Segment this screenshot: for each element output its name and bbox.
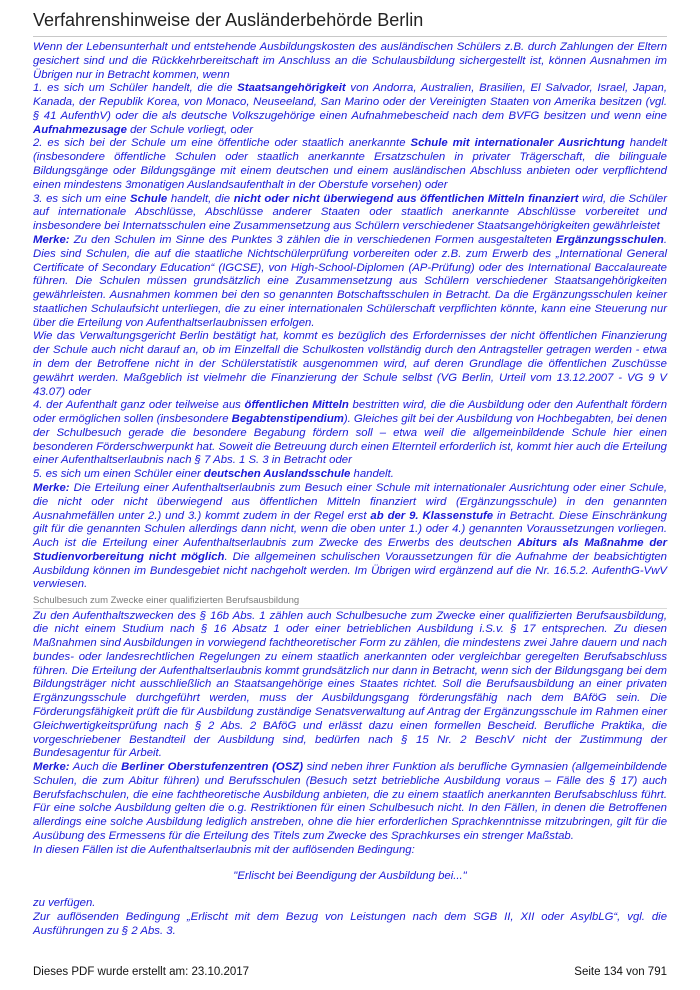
closing-paragraph: Zur auflösenden Bedingung „Erlischt mit dem Bezug von Leistungen nach dem SGB II, XII oder AsylbLG“, vgl. die Ausführungen zu § 2 Abs. 3. bbox=[33, 911, 667, 937]
text-block-schulbesuch bbox=[33, 41, 667, 592]
list-item-2: 2. es sich bei der Schule um eine öffentliche oder staatlich anerkannte Schule mit internationaler Ausrichtung handelt (insbesondere öffentliche Schulen oder staatlich anerkannte Ersatzschulen in privater Trägerschaft, die bilinguale Bildungsgänge oder Bildungsgänge mit einem deutschen und einem ausländischen Abschluss anbieten oder verpflichtend einen mindestens 3monatigen Auslandsaufenthalt in der Oberstufe vorsehen) oder bbox=[33, 137, 667, 191]
berufsausbildung-paragraph: Zu den Aufenthaltszwecken des § 16b Abs. 1 zählen auch Schulbesuche zum Zwecke einer qualifizierten Berufsausbildung, die nicht einem Studium nach § 16 Absatz 1 oder einer betrieblichen Ausbildung i.S.v. § 17 entsprechen. Zu diesen Maßnahmen sind Ausbildungen in vorwiegend fachtheoretischer Form zu zählen, die mindestens zwei Jahre dauern und nach bundes- oder landesrechtlichen Regelungen zu einem staatlich anerkannten oder vergleichbar geregelten Berufsabschluss führen. Die Erteilung der Aufenthaltserlaubnis kommt grundsätzlich nur dann in Betracht, wenn sich der Bildungsgang bei dem Bildungsträger nicht ausschließlich an Staatsangehörige eines Staates richtet. Soll die Berufsausbildung an einer privaten Ergänzungsschule durchgeführt werden, muss der Ausbildungsgang förderungsfähig nach dem BAföG sein. Die Förderungsfähigkeit prüft die für Ausbildung zuständige Senatsverwaltung auf Antrag der Ergänzungsschule im Rahmen einer Gleichwertigkeitsprüfung nach § 2 Abs. 2 BAföG und erlässt dazu einen formellen Bescheid. Berufliche Praktika, die vorgeschriebener Bestandteil der Ausbildung sind, bedürfen nach § 15 Nr. 2 BeschV nicht der Zustimmung der Bundesagentur für Arbeit. bbox=[33, 609, 667, 760]
document-body bbox=[33, 41, 667, 939]
page-title: Verfahrenshinweise der Ausländerbehörde Berlin bbox=[33, 10, 424, 30]
text-block-berufsausbildung bbox=[33, 610, 667, 939]
section-divider bbox=[33, 608, 667, 609]
footer-created-date: Dieses PDF wurde erstellt am: 23.10.2017 bbox=[33, 966, 250, 978]
intro-paragraph: Wenn der Lebensunterhalt und entstehende Ausbildungskosten des ausländischen Schülers z.B. durch Zahlungen der Eltern gesichert sind und die Rückkehrbereitschaft im Anschluss an die Schulausbildung sichergestellt ist, können Ausnahmen im Übrigen nur in Betracht kommen, wenn bbox=[33, 41, 667, 81]
section-heading-berufsausbildung: Schulbesuch zum Zwecke einer qualifizierten Berufsausbildung bbox=[33, 595, 300, 607]
condition-intro: In diesen Fällen ist die Aufenthaltserlaubnis mit der auflösenden Bedingung: bbox=[33, 843, 415, 856]
merke-note-klassenstufe: Merke: Die Erteilung einer Aufenthaltserlaubnis zum Besuch einer Schule mit internationaler Ausrichtung oder einer Schule, die nicht oder nicht überwiegend aus öffentlichen Mitteln finanziert wird (Ergänzungsschule) in den genannten Ausnahmefällen unter 2.) und 3.) kommt zudem in der Regel erst ab der 9. Klassenstufe in Betracht. Diese Einschränkung gilt für die genannten Schulen allerdings dann nicht, wenn die oben unter 1.) oder 4.) genannten Voraussetzungen vorliegen. Auch ist die Erteilung einer Aufenthaltserlaubnis zum Zwecke des Erwerbs des deutschen Abiturs als Maßnahme der Studienvorbereitung nicht möglich. Die allgemeinen schulischen Voraussetzungen für die Aufnahme der beabsichtigten Ausbildung können im Bundesgebiet nicht nachgeholt werden. Im Übrigen wird ergänzend auf die Nr. 16.5.2. AufenthG-VwV verwiesen. bbox=[33, 482, 667, 591]
merke-note-osz: Merke: Auch die Berliner Oberstufenzentren (OSZ) sind neben ihrer Funktion als berufliche Gymnasien (allgemeinbildende Schulen, die zum Abitur führen) und Berufsschulen (Besuch setzt betriebliche Ausbildung voraus – Fälle des § 17) auch Berufsfachschulen, die eine fachtheoretische Ausbildung anbieten, die zu einem staatlich anerkannten Berufsabschluss führt. Für eine solche Ausbildung gelten die o.g. Restriktionen für einen Schulbesuch nicht. In den Fällen, in denen die Betroffenen allerdings eine solche Ausbildung lediglich anstreben, ohne die hier erforderlichen Sprachkenntnisse mitzubringen, gilt für die Ausübung des Ermessens für die Erteilung des Titels zum Zwecke des Sprachkurses ein strenger Maßstab. bbox=[33, 761, 667, 843]
title-divider bbox=[33, 36, 667, 37]
condition-quote: "Erlischt bei Beendigung der Ausbildung bei..." bbox=[233, 869, 467, 882]
condition-end: zu verfügen. bbox=[33, 897, 96, 910]
list-item-5: 5. es sich um einen Schüler einer deutschen Auslandsschule handelt. bbox=[33, 468, 394, 481]
vg-berlin-paragraph: Wie das Verwaltungsgericht Berlin bestätigt hat, kommt es bezüglich des Erfordernisses der nicht öffentlichen Finanzierung der Schule auch nicht darauf an, ob im Einzelfall die Schulkosten vollständig durch den Antragsteller getragen werden - etwa in dem der Betroffene nicht in der Schülerstatistik ausgenommen wird, auf deren Grundlage die öffentlichen Zuschüsse gewährt werden. Maßgeblich ist vielmehr die Finanzierung der Schule selbst (VG Berlin, Urteil vom 13.12.2007 - VG 9 V 43.07) oder bbox=[33, 330, 667, 398]
list-item-1: 1. es sich um Schüler handelt, die die Staatsangehörigkeit von Andorra, Australien, Brasilien, El Salvador, Israel, Japan, Kanada, der Republik Korea, von Monaco, Neuseeland, San Marino oder der Vereinigten Staaten von Amerika besitzen (vgl. § 41 AufenthV) oder die als deutsche Volkszugehörige einen Aufnahmebescheid nach dem BVFG besitzen und wenn eine Aufnahmezusage der Schule vorliegt, oder bbox=[33, 82, 667, 136]
list-item-4: 4. der Aufenthalt ganz oder teilweise aus öffentlichen Mitteln bestritten wird, die die Ausbildung oder den Aufenthalt fördern oder ermöglichen sollen (insbesondere Begabtenstipendium). Gleiches gilt bei der Ausbildung von Hochbegabten, bei denen der Schulbesuch gerade die besondere Begabung fördern soll – etwa weil die allgemeinbildende Schule hier einen besonderen Förderschwerpunkt hat. Soweit die Betreuung durch einen Elternteil erforderlich ist, kommt hier auch die Erteilung einer Aufenthaltserlaubnis nach § 7 Abs. 1 S. 3 in Betracht oder bbox=[33, 399, 667, 467]
merke-note-ergaenzungsschulen: Merke: Zu den Schulen im Sinne des Punktes 3 zählen die in verschiedenen Formen ausgestalteten Ergänzungsschulen. Dies sind Schulen, die auf die staatliche Nichtschülerprüfung vorbereiten oder z.B. zum Erwerb des „International General Certificate of Secondary Education“ (IGCSE), von High-School-Diplomen (AP-Prüfung) oder des International Baccalaureate führen. Die Schulen müssen grundsätzlich eine Zusammensetzung aus Schülern verschiedener Staatsangehörigkeiten gewährleisten. Ausnahmen kommen bei den so genannten Botschaftsschulen in Betracht. Da die Ergänzungsschulen keiner staatlichen Schulaufsicht unterliegen, die zu einer internationalen Schülerschaft verpflichten könnte, kann eine Steuerung nur über die Erteilung von Aufenthaltserlaubnissen erfolgen. bbox=[33, 233, 667, 329]
list-item-3: 3. es sich um eine Schule handelt, die nicht oder nicht überwiegend aus öffentlichen Mitteln finanziert wird, die Schüler auf internationale Abschlüsse, Abschlüsse anderer Staaten oder staatlich anerkannte Abschlüsse vorbereitet und insbesondere bei Internatsschulen eine Zusammensetzung aus Schülern verschiedener Staatsangehörigkeiten gewährleistet bbox=[33, 192, 667, 233]
footer-page-number: Seite 134 von 791 bbox=[574, 966, 667, 978]
